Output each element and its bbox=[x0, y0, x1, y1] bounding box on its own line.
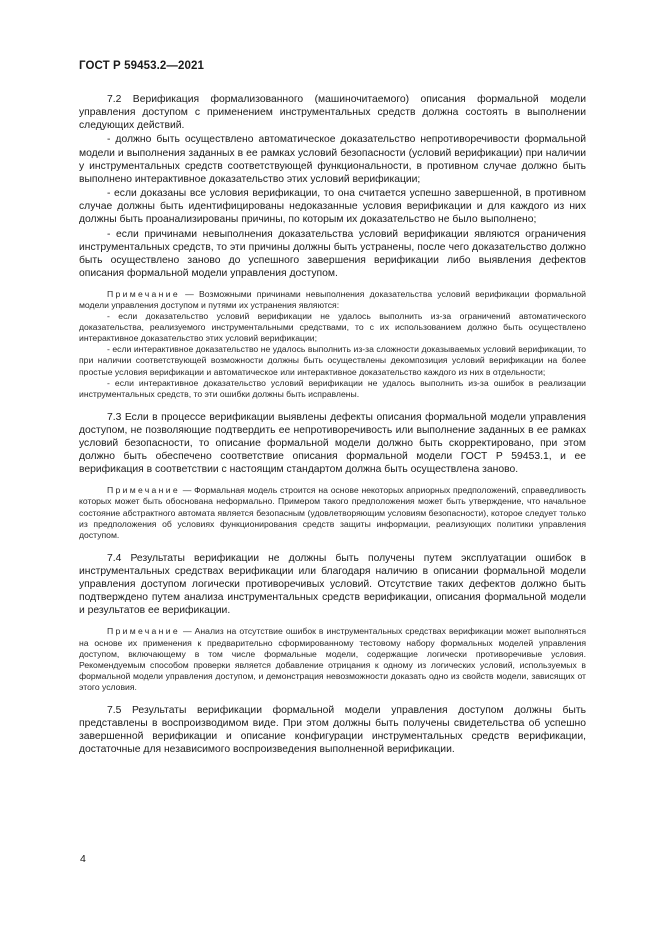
paragraph-7-2-item-1: - должно быть осуществлено автоматическое доказательство непротиворечивости формальной модели и выполнения заданных в ее рамках условий безопасности (условий верификации) при наличии у инструментальных средств соответствующей функциональности, в противном случае должно быть выполнено интерактивное доказательство этих условий верификации; bbox=[79, 134, 586, 185]
paragraph-7-3: 7.3 Если в процессе верификации выявлены дефекты описания формальной модели управления доступом, не позволяющие подтвердить ее непротиворечивость или выполнение заданных в ее рамках условий безопасности, то описание формальной модели должно быть скорректировано, при этом должно быть обеспечено соответствие описания формальной модели ГОСТ Р 59453.1, и ее верификация в соответствии с настоящим стандартом должна быть осуществлена заново. bbox=[79, 411, 586, 476]
paragraph-7-5: 7.5 Результаты верификации формальной модели управления доступом должны быть представлены в воспроизводимом виде. При этом должны быть получены свидетельства об успешно завершенной верификации и описание конфигурации инструментальных средств верификации, достаточные для независимого воспроизведения выполненной верификации. bbox=[79, 704, 586, 756]
note-7-3 bbox=[79, 485, 586, 540]
note-text: — Возможными причинами невыполнения доказательства условий верификации формальной модели управления доступом и путями их устранения являются: bbox=[79, 289, 586, 311]
document-body bbox=[79, 93, 586, 756]
note-7-4 bbox=[79, 626, 586, 692]
paragraph-7-4: 7.4 Результаты верификации не должны быть получены путем эксплуатации ошибок в инструментальных средствах верификации или благодаря наличию в описании формальной модели управления доступом логически противоречивых условий. Отсутствие таких дефектов должно быть подтверждено путем анализа инструментальных средств верификации, описания формальной модели и результатов ее верификации. bbox=[79, 552, 586, 617]
note-text: — Формальная модель строится на основе некоторых априорных предположений, справедливость которых может быть обоснована неформально. Примером такого предположения может быть утверждение, что начальное состояние абстрактного автомата является безопасным (удовлетворяющим условиям безопасности), которое следует только из предположения об условиях функционирования средств защиты информации, реализующих политики управления доступом. bbox=[79, 485, 586, 540]
paragraph-7-2-item-2: - если доказаны все условия верификации, то она считается успешно завершенной, в противном случае должны быть идентифицированы недоказанные условия верификации и для каждого из них должны быть проанализированы причины, по которым их доказательство не было выполнено; bbox=[79, 188, 586, 226]
paragraph-7-2: 7.2 Верификация формализованного (машиночитаемого) описания формальной модели управления доступом с применением инструментальных средств должна состоять в выполнении следующих действий. bbox=[79, 94, 586, 132]
note-7-2 bbox=[79, 289, 586, 311]
note-label: Примечание bbox=[107, 289, 180, 300]
note-text: — Анализ на отсутствие ошибок в инструментальных средствах верификации может выполняться на основе их применения к предварительно сформированному тестовому набору формальных моделей управления доступом, включающему в том числе формальные модели, содержащие логически противоречивые условия. Рекомендуемым способом проверки является добавление отрицания к одному из логических условий, используемых в формальной модели управления доступом, и демонстрация невозможности доказать одно из свойств модели, зависящих от этого условия. bbox=[79, 626, 586, 692]
note-7-2-item-1: - если доказательство условий верификации не удалось выполнить из-за ограничений автоматического доказательства, реализуемого инструментальными средствами, то с их использованием должно быть осуществлено интерактивное доказательство этих условий верификации; bbox=[79, 311, 586, 344]
paragraph-7-2-item-3: - если причинами невыполнения доказательства условий верификации являются ограничения инструментальных средств, то эти причины должны быть устранены, после чего доказательство должно быть осуществлено заново до успешного завершения верификации либо выявления дефектов описания формальной модели управления доступом. bbox=[79, 228, 586, 280]
note-7-2-item-3: - если интерактивное доказательство условий верификации не удалось выполнить из-за ошибок в реализации инструментальных средств, то эти ошибки должны быть исправлены. bbox=[79, 377, 586, 399]
document-header: ГОСТ Р 59453.2—2021 bbox=[79, 60, 204, 72]
note-7-2-item-2: - если интерактивное доказательство не удалось выполнить из-за сложности доказываемых условий верификации, то при наличии соответствующей возможности должны быть осуществлены декомпозиция условий верификации на более простые условия верификации и автоматическое или интерактивное доказательство каждого из них в отдельности; bbox=[79, 344, 586, 377]
note-label: Примечание bbox=[107, 485, 180, 496]
note-label: Примечание bbox=[107, 626, 180, 637]
page-number: 4 bbox=[80, 853, 86, 865]
